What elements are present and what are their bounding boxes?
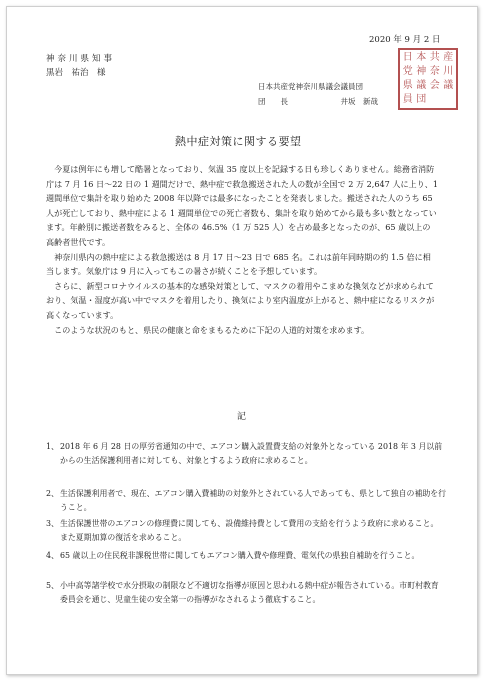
item-text: 生活保護利用者で、現在、エアコン購入費補助の対象外とされている人であっても、県として独自の補助を行うこと。 [60, 489, 447, 513]
seal-character: 神 [416, 66, 427, 77]
official-seal-stamp [398, 48, 458, 110]
seal-character: 産 [443, 52, 454, 63]
seal-character: 県 [402, 80, 413, 91]
seal-character: 団 [416, 94, 427, 105]
seal-character: 会 [429, 80, 440, 91]
seal-character: 員 [402, 94, 413, 105]
request-item-5 [46, 579, 446, 607]
item-text: 小中高等諸学校で水分摂取の制限など不適切な指導が原因と思われる熱中症が報告されている。市町村教育委員会を通じ、児童生徒の安全第一の指導がなされるよう徹底すること。 [60, 581, 439, 605]
item-number: 1、 [46, 442, 59, 451]
request-item-3 [46, 517, 446, 545]
document-date: 2020 年 9 月 2 日 [369, 35, 441, 45]
seal-character: 共 [429, 52, 440, 63]
seal-character: 奈 [429, 66, 440, 77]
seal-character: 議 [443, 80, 454, 91]
item-text: 生活保護世帯のエアコンの修理費に関しても、設備維持費として費用の支給を行うよう政府に求めること。また夏期加算の復活を求めること。 [60, 519, 439, 543]
body-paragraph-3: さらに、新型コロナウイルスの基本的な感染対策として、マスクの着用やこまめな換気などが求められており、気温・湿度が高い中でマスクを着用したり、換気により室内温度が上がると、熱中症になるリスクが高くなっています。 [46, 280, 435, 320]
item-number: 2、 [46, 489, 59, 498]
item-number: 3、 [46, 519, 59, 528]
body-paragraph-1: 今夏は例年にも増して酷暑となっており、気温 35 度以上を記録する日も珍しくありません。総務省消防庁は 7 月 16 日～22 日の 1 週間だけで、熱中症で救急搬送された人の数が全国で 2 万 2,647 人に上り、1 週間単位で集計を取り始めた 2008 年以降では最多になったことを発表しました。搬送された人のうち 65 人が死亡しており、熱中症による 1 週間単位での死亡者数も、集計を取り始めてから最も多い数となっています。年齢別に搬送者数をみると、全体の 46.5%（1 万 525 人）を占め最多となったのが、65 歳以上の高齢者世代です。 [46, 164, 438, 247]
item-number: 4、 [46, 551, 59, 560]
body-paragraph-4: このような状況のもと、県民の健康と命をまもるために下記の人道的対策を求めます。 [46, 324, 370, 335]
addressee-name: 黒岩 祐治 様 [46, 68, 106, 78]
request-item-1 [46, 440, 446, 468]
addressee-title: 神奈川県知事 [46, 54, 116, 64]
body-paragraph-2: 神奈川県内の熱中症による救急搬送は 8 月 17 日～23 日で 685 名。これは前年同時期の約 1.5 倍に相当します。気象庁は 9 月に入ってもこの暑さが続くことを予想しています。 [46, 251, 431, 277]
item-number: 5、 [46, 581, 59, 590]
seal-character: 党 [402, 66, 413, 77]
item-text: 65 歳以上の住民税非課税世帯に関してもエアコン購入費や修理費、電気代の県独自補助を行うこと。 [60, 551, 420, 560]
ki-heading: 記 [237, 412, 247, 422]
seal-character: 本 [416, 52, 427, 63]
seal-character: 川 [443, 66, 454, 77]
request-item-2 [46, 487, 446, 515]
document-title: 熱中症対策に関する要望 [175, 135, 302, 148]
seal-character: 議 [416, 80, 427, 91]
request-item-4 [46, 549, 446, 563]
item-text: 2018 年 6 月 28 日の厚労省通知の中で、エアコン購入設置費支給の対象外となっている 2018 年 3 月以前からの生活保護利用者に対しても、対象とするよう政府に求めること。 [60, 442, 443, 466]
seal-character: 日 [402, 52, 413, 63]
sender-organization: 日本共産党神奈川県議会議員団 [258, 82, 363, 91]
body-text [46, 162, 438, 337]
sender-representative: 団 長 井坂 新哉 [258, 97, 378, 106]
